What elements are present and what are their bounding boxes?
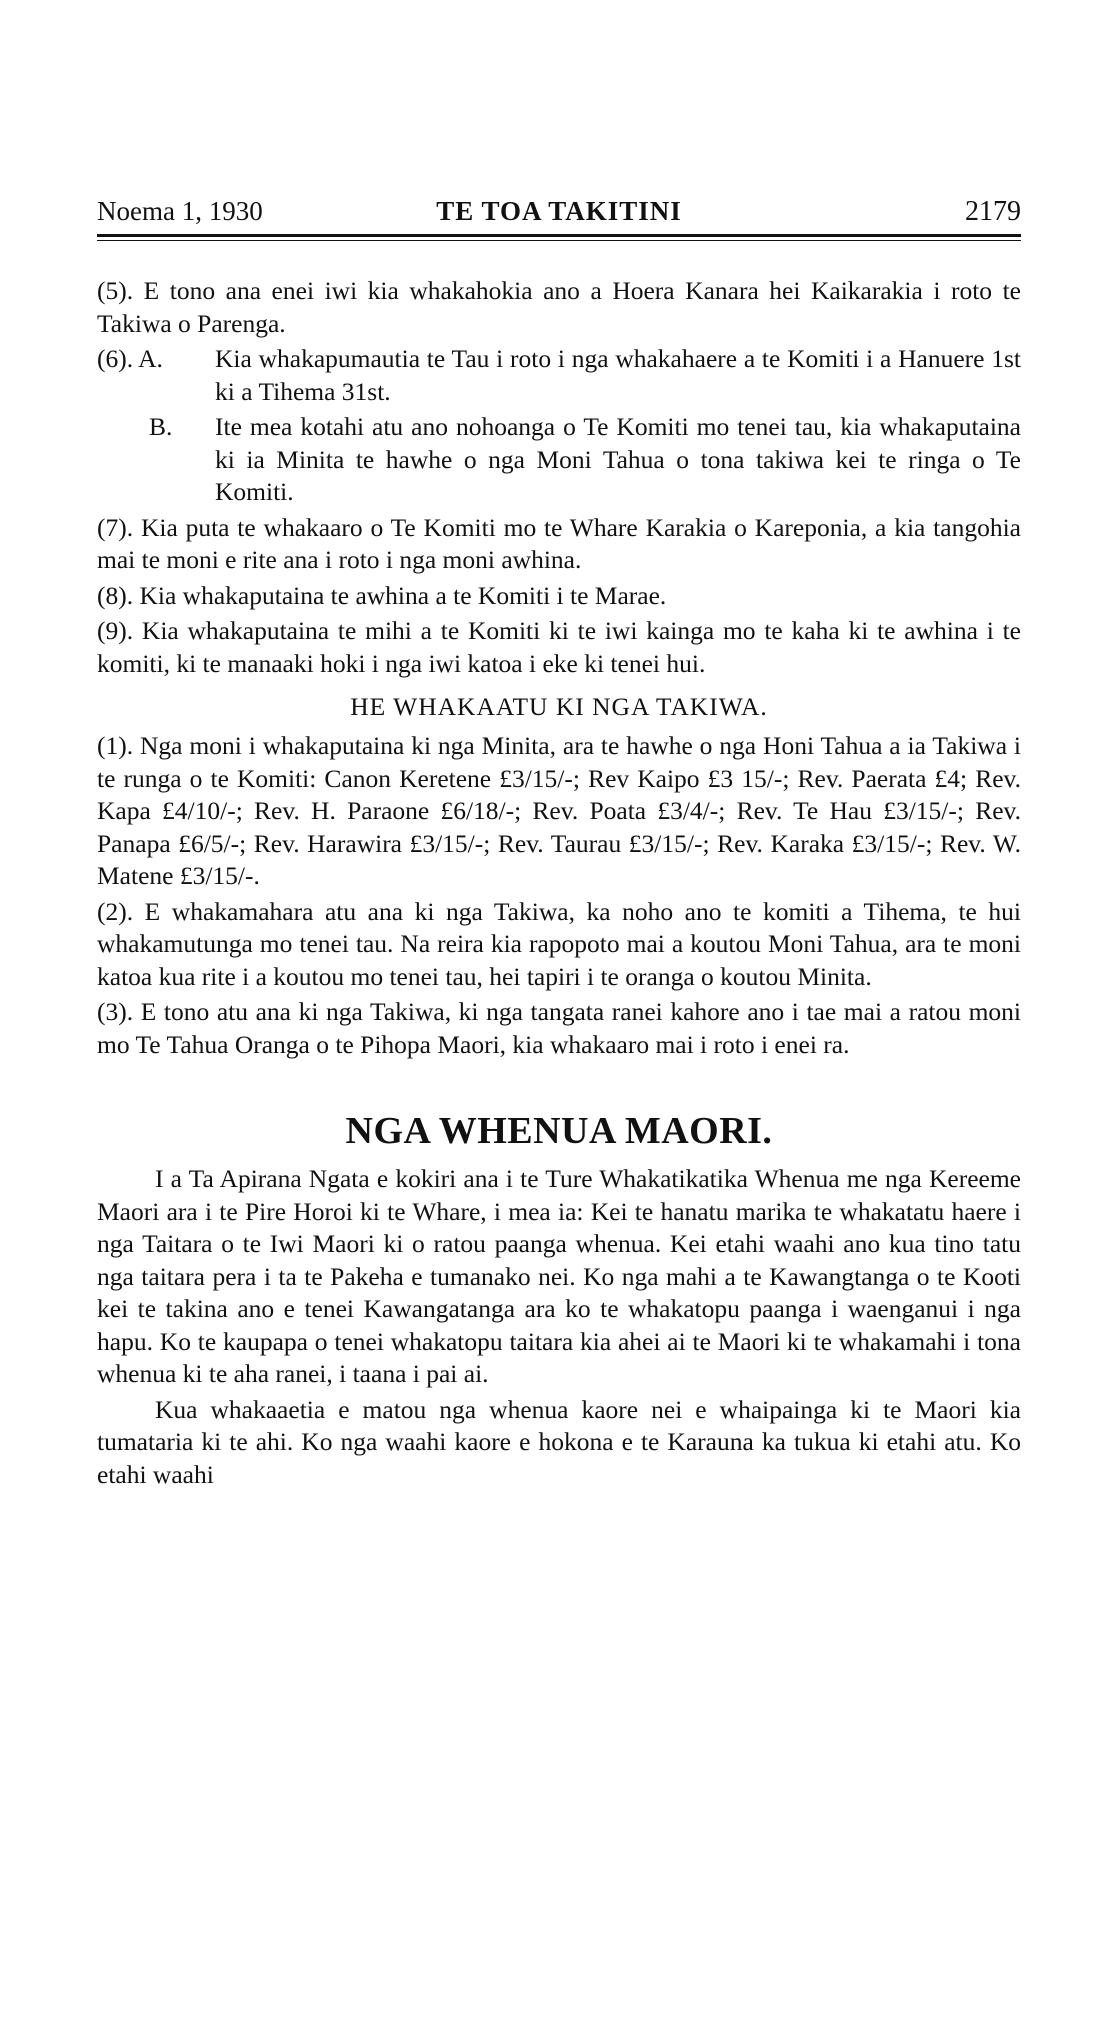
list-item	[97, 615, 1021, 680]
item-text: E tono atu ana ki nga Takiwa, ki nga tangata ranei kahore ano i tae mai a ratou moni mo Te Tahua Oranga o te Pihopa Maori, kia whakaaro mai i roto i enei ra.	[97, 997, 1021, 1059]
item-label: (9).	[97, 616, 134, 645]
item-text: Kia puta te whakaaro o Te Komiti mo te Whare Karakia o Kareponia, a kia tangohia mai te moni e rite ana i roto i nga moni awhina.	[97, 512, 1021, 574]
list-item	[97, 996, 1021, 1061]
list-item	[97, 580, 1021, 613]
page-number: 2179	[965, 196, 1021, 227]
article-title: NGA WHENUA MAORI.	[345, 1110, 773, 1152]
header-rule-thin	[97, 240, 1021, 241]
item-label: (7).	[97, 512, 134, 542]
list-item	[97, 896, 1021, 994]
item-text: Nga moni i whakaputaina ki nga Minita, ara te hawhe o nga Honi Tahua a ia Takiwa i te runga o te Komiti: Canon Keretene £3/15/-; Rev Kaipo £3 15/-; Rev. Paerata £4; Rev. Kapa £4/10/-; Rev. H. Paraone £6/18/-; Rev. Poata £3/4/-; Rev. Te Hau £3/15/-; Rev. Panapa £6/5/-; Rev. Harawira £3/15/-; Rev. Taurau £3/15/-; Rev. Karaka £3/15/-; Rev. W. Matene £3/15/-.	[97, 731, 1021, 890]
list-item	[97, 512, 1021, 577]
item-label: (2).	[97, 896, 134, 926]
item-label: (5).	[97, 276, 134, 305]
article-paragraph: I a Ta Apirana Ngata e kokiri ana i te Ture Whakatikatika Whenua me nga Kereeme Maori ara i te Pire Horoi ki te Whare, i mea ia: Kei te hanatu marika te whakatatu haere i nga Taitara o te Iwi Maori ki o ratou paanga whenua. Kei etahi waahi ano kua tino tatu nga taitara pera i ta te Pakeha e tumanako nei. Ko nga mahi a te Kawangtanga o te Kooti kei te takina ano e tenei Kawangatanga ara ko te whakatopu paanga i waenganui i nga hapu. Ko te kaupapa o tenei whakatopu taitara kia ahei ai te Maori ki te whakamahi i tona whenua ki te aha ranei, i taana i pai ai.	[97, 1164, 1021, 1388]
section-heading: HE WHAKAATU KI NGA TAKIWA.	[350, 692, 768, 721]
item-label: (8).	[97, 580, 134, 610]
item-text: Kia whakaputaina te mihi a te Komiti ki te iwi kainga mo te kaha ki te awhina i te komiti, ki te manaaki hoki i nga iwi katoa i eke ki tenei hui.	[97, 616, 1021, 678]
page	[97, 190, 1021, 1494]
running-header	[97, 190, 1021, 234]
item-text: Ite mea kotahi atu ano nohoanga o Te Komiti mo tenei tau, kia whakaputaina ki ia Minita te hawhe o nga Moni Tahua o tona takiwa kei te ringa o Te Komiti.	[215, 412, 1021, 506]
header-date: Noema 1, 1930	[97, 196, 263, 226]
list-item	[97, 275, 1021, 340]
item-text: Kia whakapumautia te Tau i roto i nga whakahaere a te Komiti i a Hanuere 1st ki a Tihema 31st.	[215, 344, 1021, 406]
list-item	[97, 411, 1021, 509]
item-text: E whakamahara atu ana ki nga Takiwa, ka noho ano te komiti a Tihema, te hui whakamutunga mo tenei tau. Na reira kia rapopoto mai a koutou Moni Tahua, ara te moni katoa kua rite i a koutou mo tenei tau, hei tapiri i te oranga o koutou Minita.	[97, 896, 1022, 991]
header-title: TE TOA TAKITINI	[436, 196, 682, 226]
list-item	[97, 730, 1021, 893]
item-label: (3).	[97, 997, 134, 1026]
article-paragraph: Kua whakaaetia e matou nga whenua kaore nei e whaipainga ki te Maori kia tumataria ki te ahi. Ko nga waahi kaore e hokona e te Karauna ka tukua ki etahi atu. Ko etahi waahi	[97, 1394, 1021, 1489]
item-label: (1).	[97, 731, 134, 760]
item-text: E tono ana enei iwi kia whakahokia ano a Hoera Kanara hei Kaikarakia i roto te Takiwa o Parenga.	[97, 276, 1022, 338]
item-text: Kia whakaputaina te awhina a te Komiti i te Marae.	[139, 580, 667, 610]
item-label: (6). A.	[97, 344, 163, 373]
list-item	[97, 343, 1021, 408]
item-label: B.	[149, 412, 173, 441]
header-rule	[97, 234, 1021, 237]
